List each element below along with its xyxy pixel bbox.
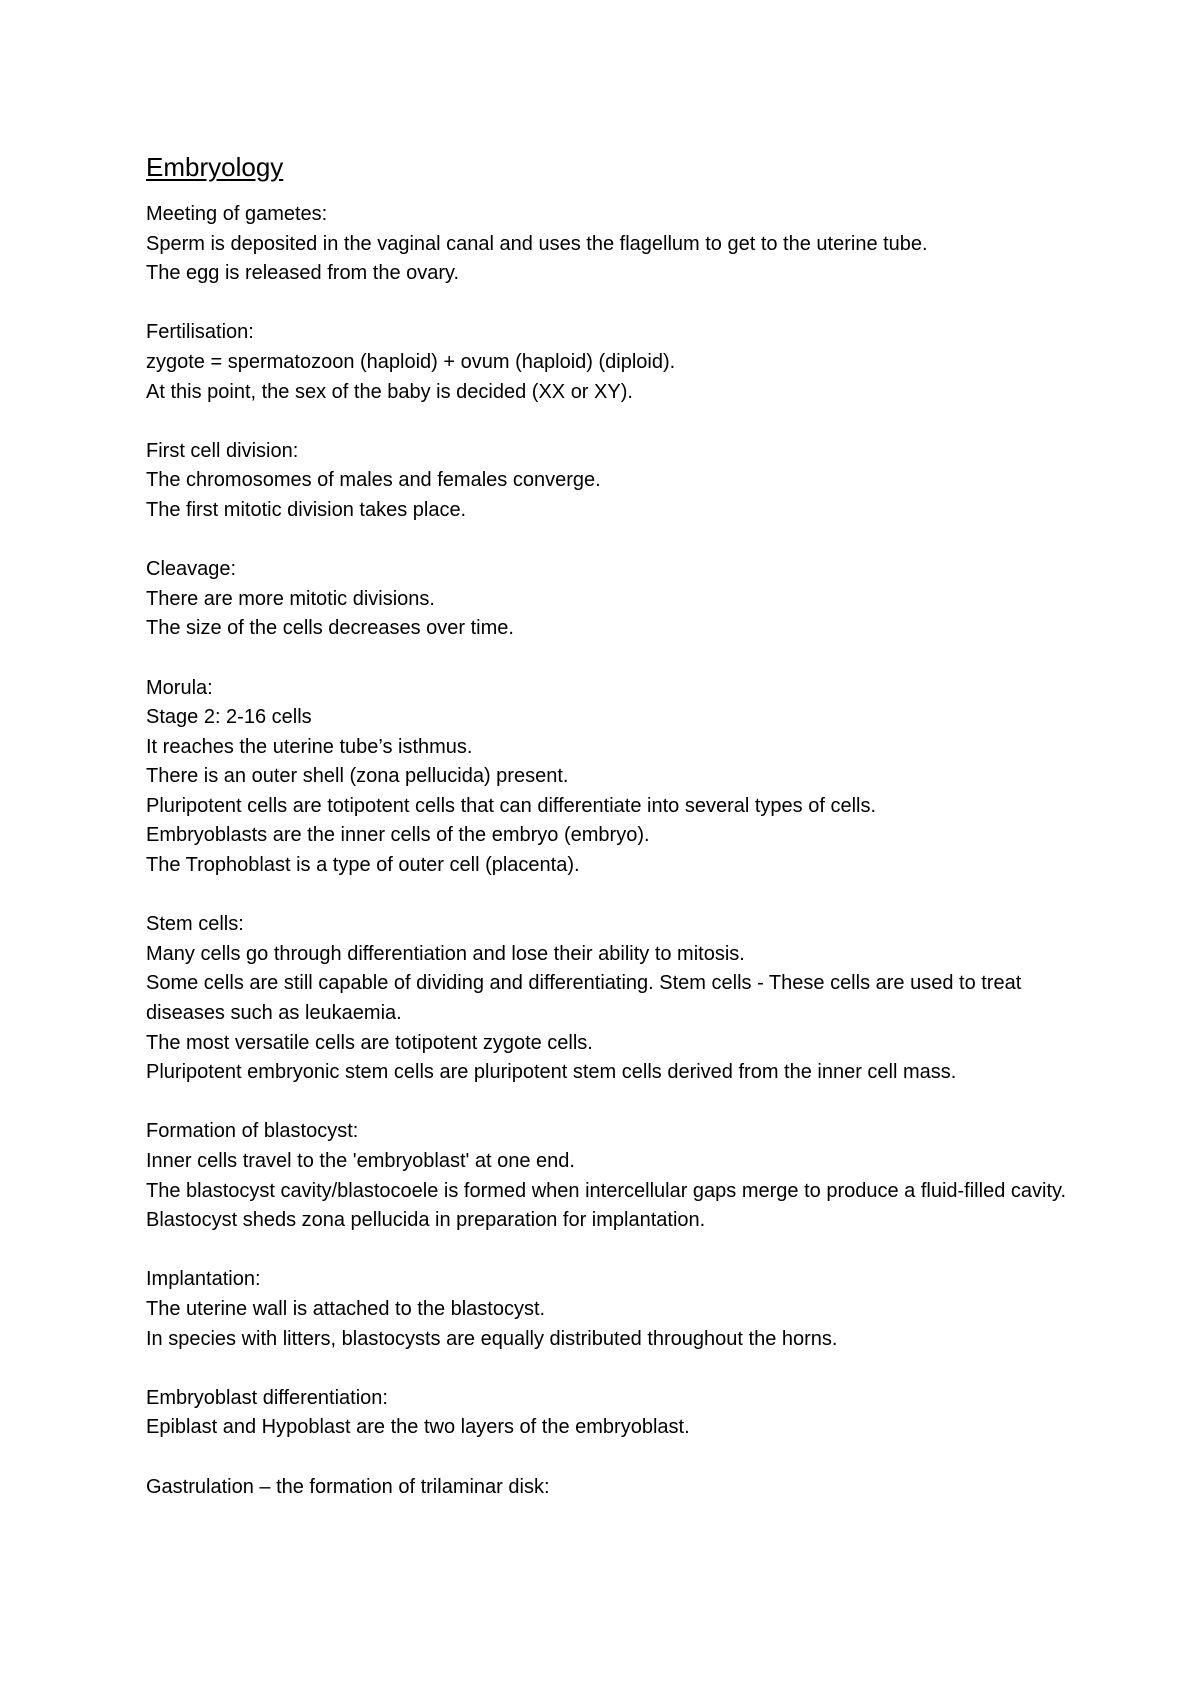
paragraph-line: At this point, the sex of the baby is decided (XX or XY).: [146, 380, 633, 403]
section-heading: Morula:: [146, 676, 213, 699]
document-title: Embryology: [146, 152, 284, 182]
section: [146, 1265, 1076, 1354]
paragraph-line: In species with litters, blastocysts are equally distributed throughout the horns.: [146, 1327, 838, 1350]
paragraph-line: There are more mitotic divisions.: [146, 587, 435, 610]
section: [146, 318, 1076, 407]
paragraph-line: The most versatile cells are totipotent zygote cells.: [146, 1031, 593, 1054]
section-heading: Implantation:: [146, 1268, 261, 1291]
paragraph-line: Epiblast and Hypoblast are the two layers of the embryoblast.: [146, 1416, 690, 1439]
section: [146, 437, 1076, 526]
paragraph-line: The egg is released from the ovary.: [146, 262, 460, 285]
section-heading: Gastrulation – the formation of trilaminar disk:: [146, 1475, 550, 1498]
section: [146, 910, 1076, 1088]
document-body: [146, 150, 1076, 1502]
paragraph-line: The chromosomes of males and females converge.: [146, 469, 601, 492]
paragraph-line: Embryoblasts are the inner cells of the embryo (embryo).: [146, 824, 650, 847]
section-heading: Embryoblast differentiation:: [146, 1386, 388, 1409]
section: [146, 555, 1076, 644]
paragraph-line: Blastocyst sheds zona pellucida in preparation for implantation.: [146, 1209, 706, 1232]
section-heading: Meeting of gametes:: [146, 203, 328, 225]
paragraph-line: zygote = spermatozoon (haploid) + ovum (haploid) (diploid).: [146, 350, 676, 373]
section-heading: Stem cells:: [146, 913, 244, 936]
paragraph-line: The first mitotic division takes place.: [146, 498, 467, 521]
section-heading: Fertilisation:: [146, 321, 254, 344]
section: [146, 1473, 1076, 1503]
paragraph-line: The blastocyst cavity/blastocoele is formed when intercellular gaps merge to produce a fluid-filled cavity.: [146, 1179, 1067, 1202]
section-heading: Cleavage:: [146, 558, 237, 581]
paragraph-line: The uterine wall is attached to the blastocyst.: [146, 1297, 546, 1320]
paragraph-line: The size of the cells decreases over time.: [146, 617, 514, 640]
section: [146, 1384, 1076, 1443]
section: [146, 1117, 1076, 1235]
paragraph-line: Pluripotent embryonic stem cells are pluripotent stem cells derived from the inner cell mass.: [146, 1061, 957, 1084]
section: [146, 200, 1076, 289]
sections-container: [146, 200, 1076, 1502]
paragraph-line: Some cells are still capable of dividing and differentiating. Stem cells - These cells are used to treat diseases such as leukaemia.: [146, 972, 1022, 1025]
paragraph-line: Stage 2: 2-16 cells: [146, 706, 312, 729]
paragraph-line: There is an outer shell (zona pellucida) present.: [146, 765, 569, 788]
paragraph-line: It reaches the uterine tube’s isthmus.: [146, 735, 473, 758]
paragraph-line: Many cells go through differentiation and lose their ability to mitosis.: [146, 942, 745, 965]
paragraph-line: Inner cells travel to the 'embryoblast' at one end.: [146, 1150, 575, 1172]
section: [146, 674, 1076, 881]
paragraph-line: Pluripotent cells are totipotent cells that can differentiate into several types of cells.: [146, 794, 877, 817]
paragraph-line: The Trophoblast is a type of outer cell (placenta).: [146, 854, 580, 877]
section-heading: First cell division:: [146, 439, 299, 462]
paragraph-line: Sperm is deposited in the vaginal canal and uses the flagellum to get to the uterine tube.: [146, 232, 928, 255]
section-heading: Formation of blastocyst:: [146, 1120, 359, 1143]
